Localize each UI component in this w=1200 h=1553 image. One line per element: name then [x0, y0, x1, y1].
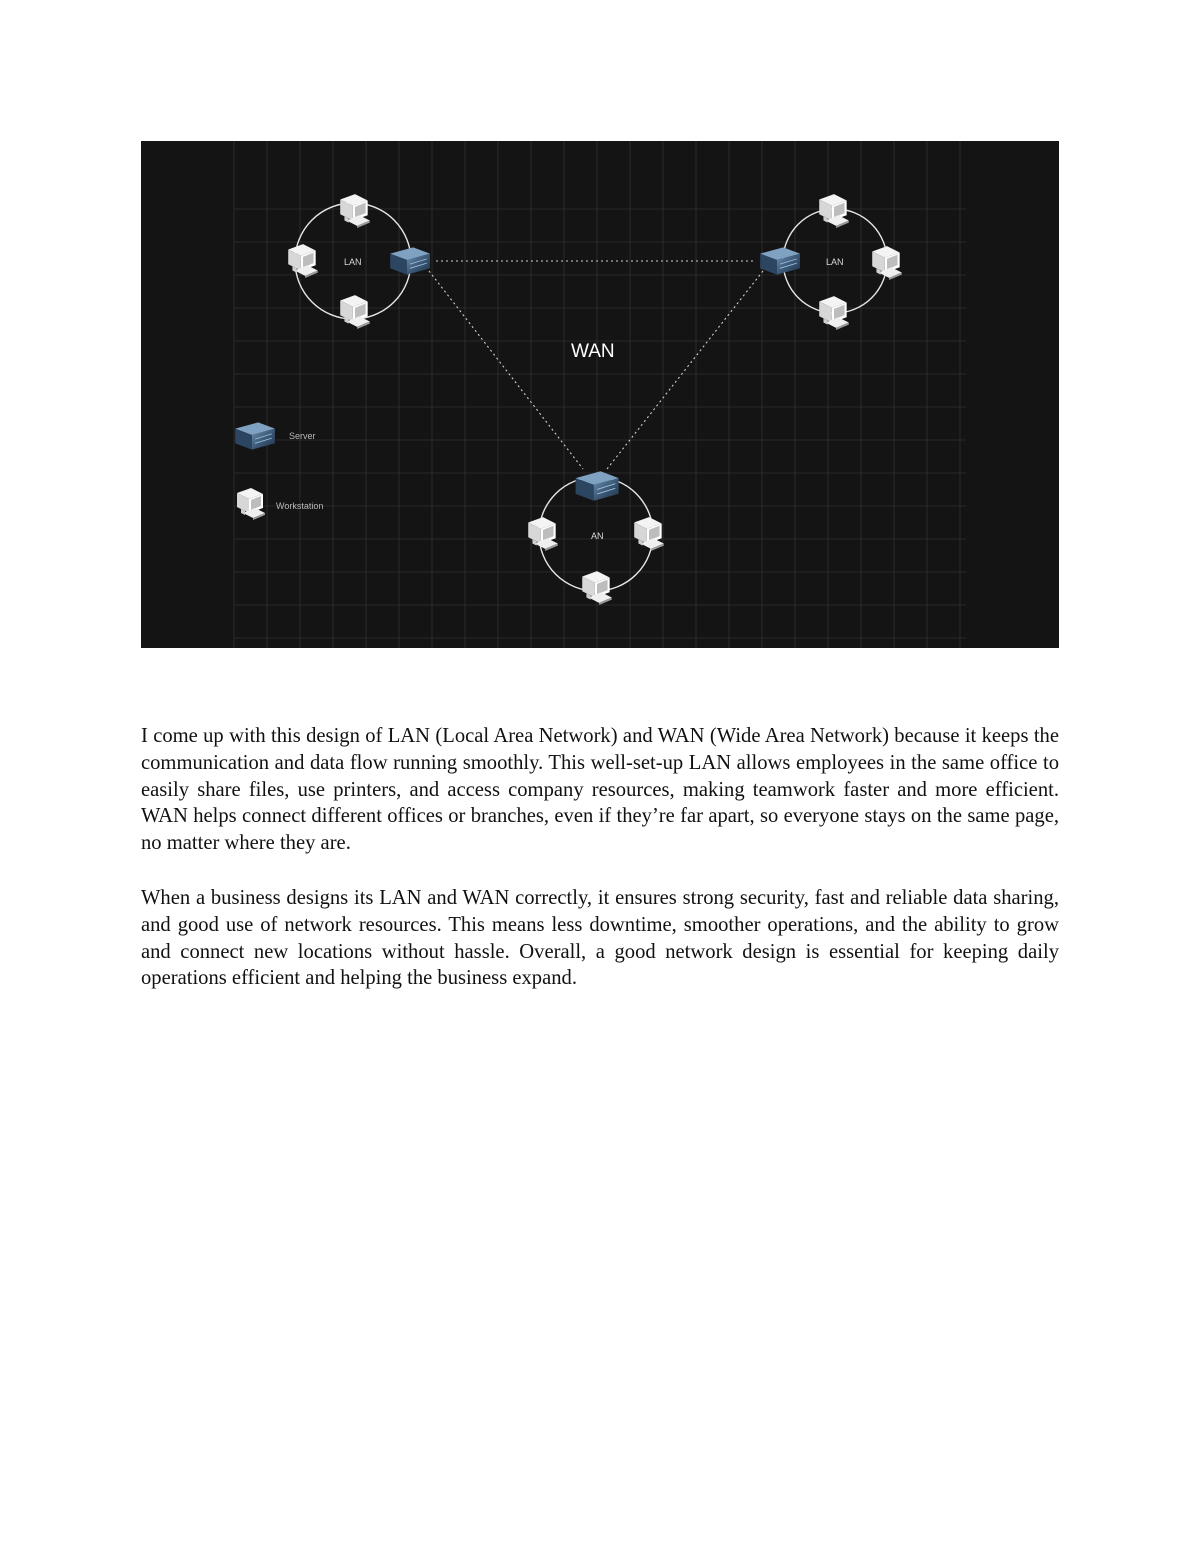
wan-links [429, 261, 763, 469]
workstation-icon [528, 517, 558, 551]
server-icon [760, 247, 800, 274]
wan-label: WAN [571, 341, 615, 362]
body-paragraph-2: When a business designs its LAN and WAN correctly, it ensures strong security, fast and reliable data sharing, and good use of network resources. This means less downtime, smoother operations, and the ability to grow and connect new locations without hassle. Overall, a good network design is essential for keeping daily operations efficient and helping the business expand. [141, 887, 1059, 990]
server-icon [390, 247, 430, 274]
workstation-icon [582, 571, 612, 605]
lan-label-bottom: AN [591, 531, 604, 541]
legend [235, 422, 323, 520]
server-icon [576, 471, 619, 500]
legend-workstation-icon [237, 488, 265, 520]
lan-label-right: LAN [826, 257, 844, 267]
legend-workstation-label: Workstation [276, 501, 324, 511]
workstation-icon [634, 517, 664, 551]
wan-link-right [607, 271, 763, 469]
legend-server-icon [235, 422, 275, 449]
workstation-icon [819, 194, 849, 228]
network-diagram [141, 141, 1059, 648]
workstation-icon [340, 295, 370, 329]
lan-label-left: LAN [344, 257, 362, 267]
background-grid [234, 141, 966, 648]
wan-link-left [429, 271, 583, 469]
workstation-icon [288, 244, 318, 278]
network-diagram-canvas [141, 141, 1059, 648]
workstation-icon [819, 296, 849, 330]
legend-server-label: Server [289, 431, 316, 441]
workstation-icon [340, 194, 370, 228]
body-paragraph-1: I come up with this design of LAN (Local Area Network) and WAN (Wide Area Network) because it keeps the communication and data flow running smoothly. This well-set-up LAN allows employees in the same office to easily share files, use printers, and access company resources, making teamwork faster and more efficient. WAN helps connect different offices or branches, even if they’re far apart, so everyone stays on the same page, no matter where they are. [141, 725, 1059, 855]
